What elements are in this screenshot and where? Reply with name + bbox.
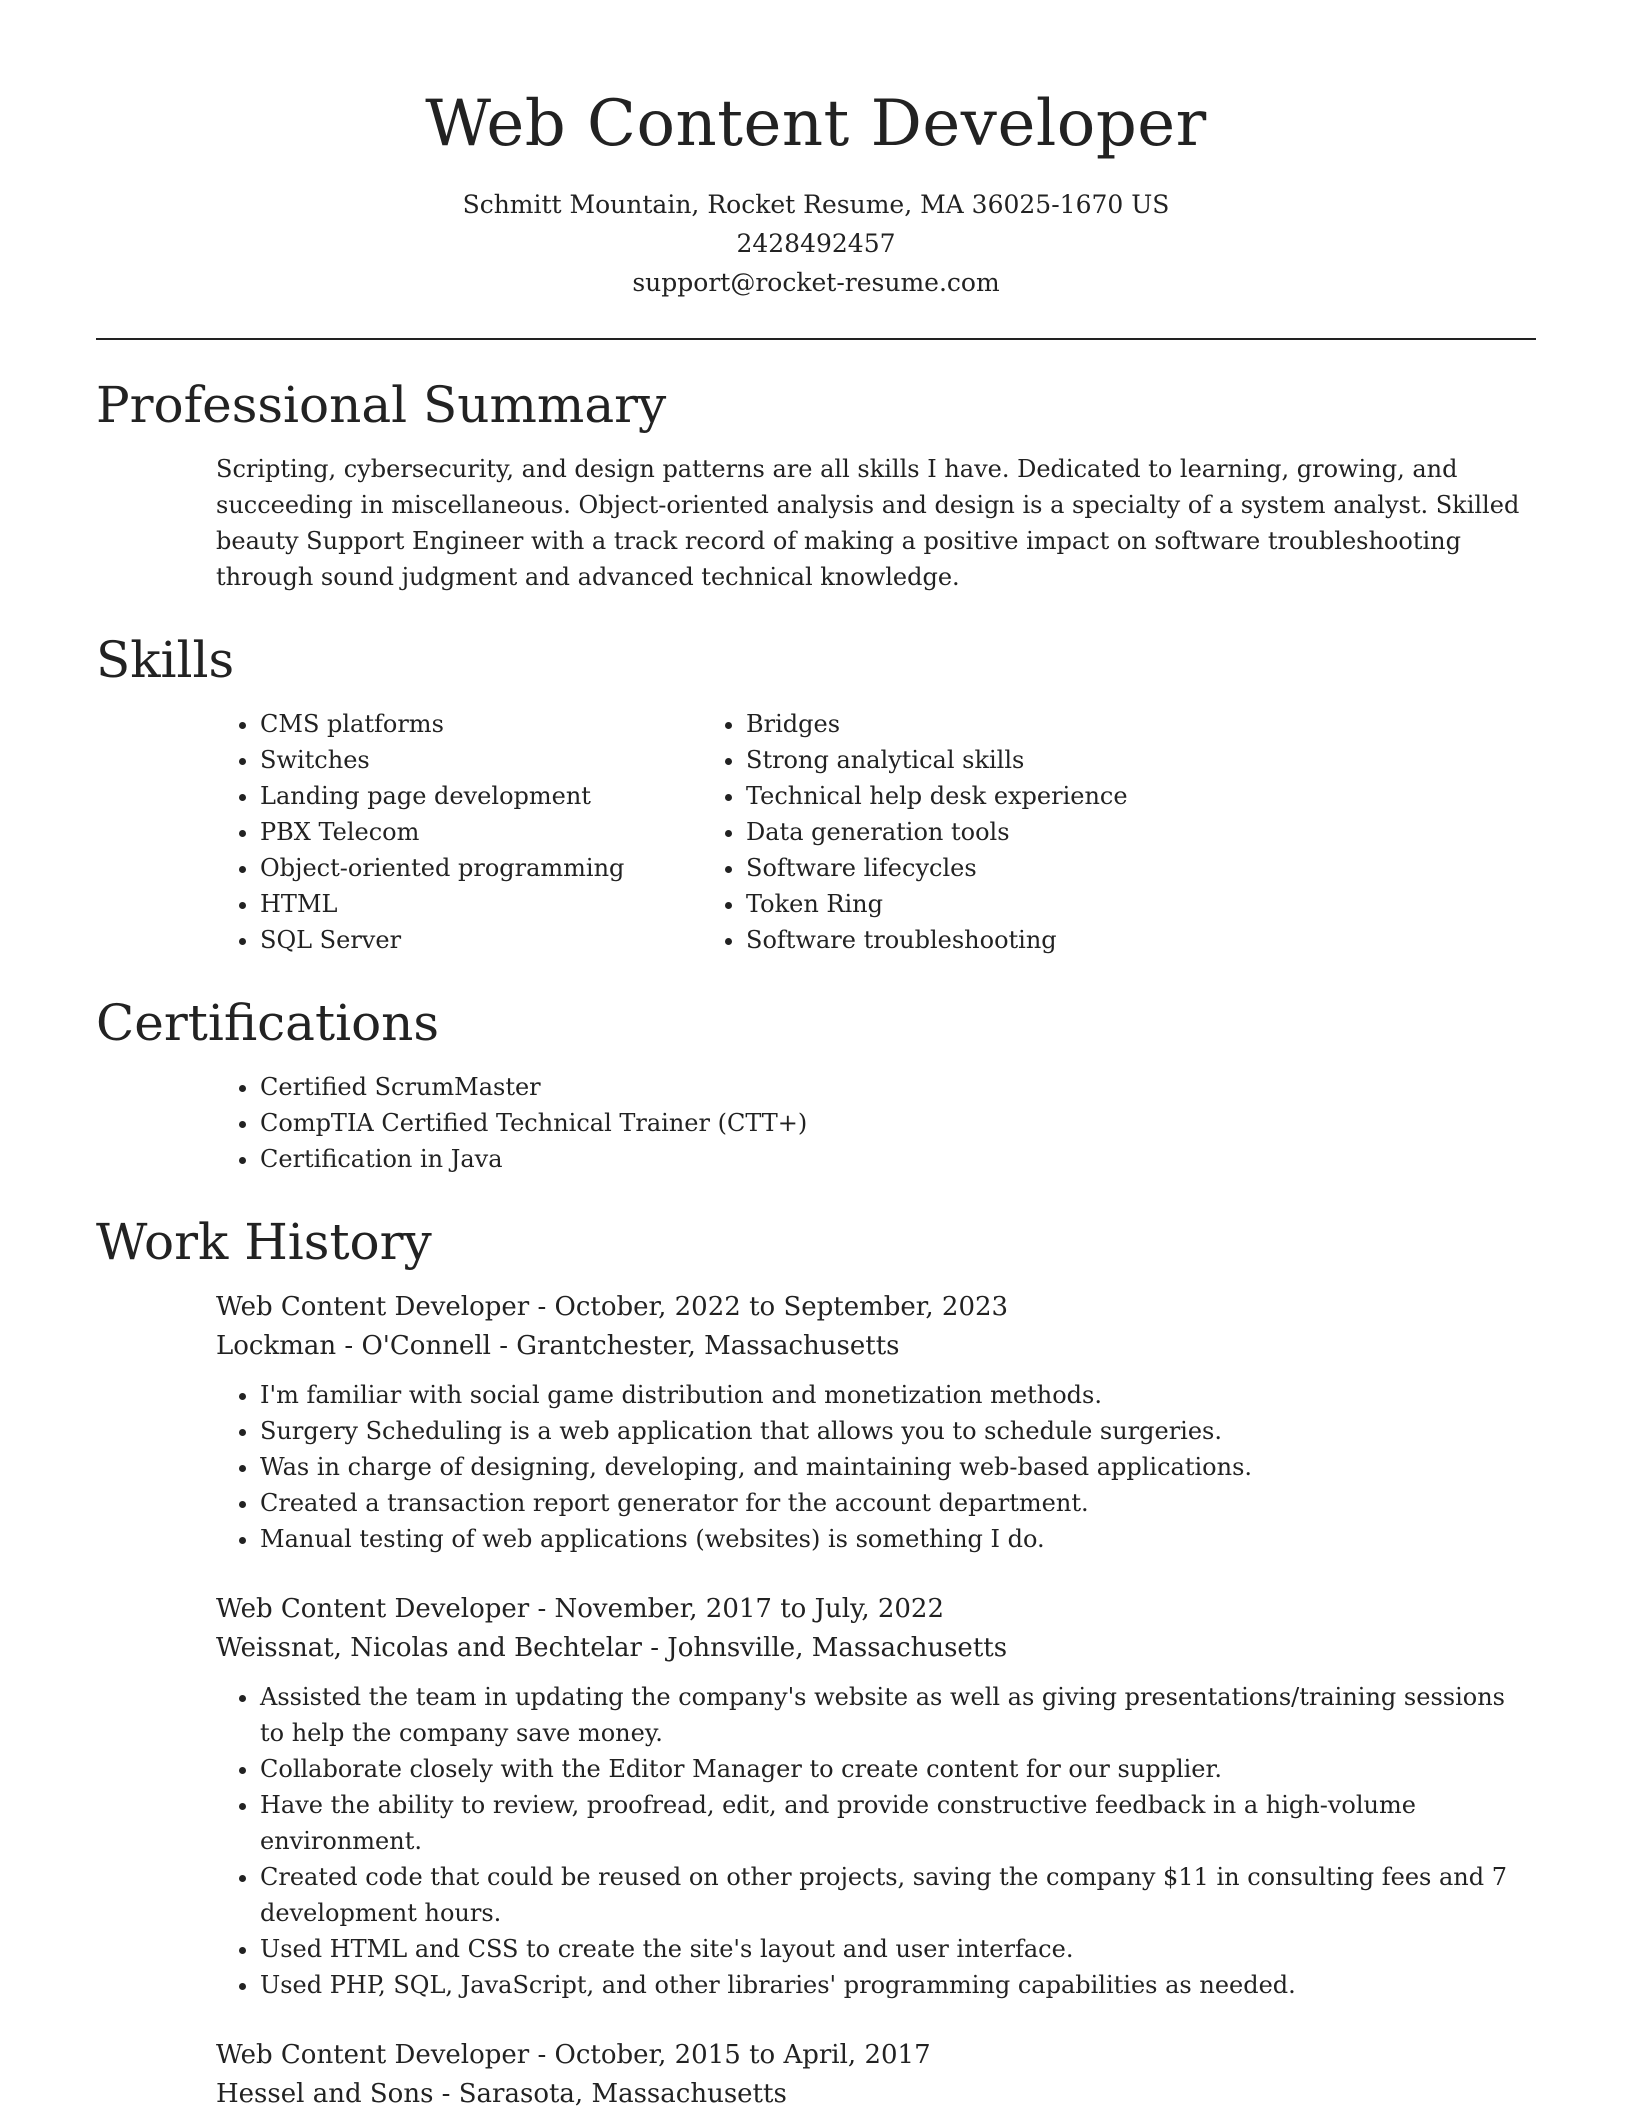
job-bullet: • Created a transaction report generator for the account department.	[260, 1485, 1536, 1521]
contact-info	[96, 185, 1536, 302]
skill-item: • PBX Telecom	[260, 814, 746, 850]
job-bullet: • Surgery Scheduling is a web application that allows you to schedule surgeries.	[260, 1413, 1536, 1449]
job-company: Lockman - O'Connell	[216, 1330, 491, 1361]
contact-address: Schmitt Mountain, Rocket Resume, MA 36025-1670 US	[462, 189, 1170, 219]
job-entry	[216, 1590, 1536, 2003]
summary-heading: Professional Summary	[96, 375, 667, 434]
certifications-heading: Certifications	[96, 993, 440, 1052]
certification-item: • Certification in Java	[260, 1141, 1536, 1177]
work-history-heading: Work History	[96, 1212, 432, 1271]
certifications-list	[96, 1069, 1536, 1177]
skill-item: • Strong analytical skills	[746, 742, 1128, 778]
skills-list-left	[96, 706, 746, 958]
skill-item: • Bridges	[746, 706, 1128, 742]
job-entry	[216, 1288, 1536, 1557]
skill-item: • Landing page development	[260, 778, 746, 814]
job-bullets	[216, 1377, 1536, 1557]
job-title-line	[216, 2036, 1536, 2075]
job-title-line	[216, 1288, 1536, 1327]
job-bullets	[216, 1679, 1536, 2003]
job-company-line	[216, 1327, 1536, 1366]
resume-title: Web Content Developer	[425, 87, 1207, 161]
job-title: Web Content Developer	[216, 2039, 530, 2070]
job-dates: - November, 2017 to July, 2022	[529, 1593, 945, 1624]
skill-item: • HTML	[260, 886, 746, 922]
summary-section	[96, 375, 1536, 595]
certification-item: • CompTIA Certified Technical Trainer (CTT+)	[260, 1105, 1536, 1141]
skill-item: • CMS platforms	[260, 706, 746, 742]
job-title: Web Content Developer	[216, 1593, 530, 1624]
contact-phone: 2428492457	[736, 228, 896, 258]
job-company: Weissnat, Nicolas and Bechtelar	[216, 1632, 642, 1663]
job-bullet: • Manual testing of web applications (websites) is something I do.	[260, 1521, 1536, 1557]
skill-item: • Switches	[260, 742, 746, 778]
header-divider	[96, 338, 1536, 340]
skills-section	[96, 630, 1536, 958]
job-location: - Johnsville, Massachusetts	[641, 1632, 1008, 1663]
job-title: Web Content Developer	[216, 1291, 530, 1322]
skills-columns	[96, 706, 1536, 958]
job-company: Hessel and Sons	[216, 2078, 434, 2109]
contact-email: support@rocket-resume.com	[632, 267, 1000, 297]
skills-heading: Skills	[96, 630, 235, 689]
work-history-section	[96, 1212, 1536, 2114]
job-bullet: • Assisted the team in updating the company's website as well as giving presentations/training sessions to help the company save money.	[260, 1679, 1536, 1751]
job-bullet: • Used PHP, SQL, JavaScript, and other libraries' programming capabilities as needed.	[260, 1967, 1536, 2003]
skill-item: • Software lifecycles	[746, 850, 1128, 886]
job-bullet: • Collaborate closely with the Editor Manager to create content for our supplier.	[260, 1751, 1536, 1787]
skills-list-right	[746, 706, 1128, 958]
job-bullet: • Have the ability to review, proofread, edit, and provide constructive feedback in a high-volume environment.	[260, 1787, 1536, 1859]
job-location: - Grantchester, Massachusetts	[490, 1330, 900, 1361]
job-dates: - October, 2015 to April, 2017	[529, 2039, 931, 2070]
skill-item: • Software troubleshooting	[746, 922, 1128, 958]
job-bullet: • I'm familiar with social game distribution and monetization methods.	[260, 1377, 1536, 1413]
job-company-line	[216, 2075, 1536, 2114]
job-company-line	[216, 1629, 1536, 1668]
resume-header	[96, 0, 1536, 302]
job-location: - Sarasota, Massachusetts	[433, 2078, 787, 2109]
job-bullet: • Used HTML and CSS to create the site's layout and user interface.	[260, 1931, 1536, 1967]
skill-item: • Data generation tools	[746, 814, 1128, 850]
skill-item: • Technical help desk experience	[746, 778, 1128, 814]
certification-item: • Certified ScrumMaster	[260, 1069, 1536, 1105]
skill-item: • SQL Server	[260, 922, 746, 958]
job-entry	[216, 2036, 1536, 2114]
job-bullet: • Created code that could be reused on other projects, saving the company $11 in consulting fees and 7 development hours.	[260, 1859, 1536, 1931]
skill-item: • Token Ring	[746, 886, 1128, 922]
job-title-line	[216, 1590, 1536, 1629]
certifications-section	[96, 993, 1536, 1177]
summary-text: Scripting, cybersecurity, and design patterns are all skills I have. Dedicated to learning, growing, and succeeding in miscellaneous. Object-oriented analysis and design is a specialty of a system analyst. Skilled beauty Support Engineer with a track record of making a positive impact on software troubleshooting through sound judgment and advanced technical knowledge.	[216, 454, 1520, 591]
job-dates: - October, 2022 to September, 2023	[529, 1291, 1009, 1322]
skill-item: • Object-oriented programming	[260, 850, 746, 886]
job-bullet: • Was in charge of designing, developing, and maintaining web-based applications.	[260, 1449, 1536, 1485]
